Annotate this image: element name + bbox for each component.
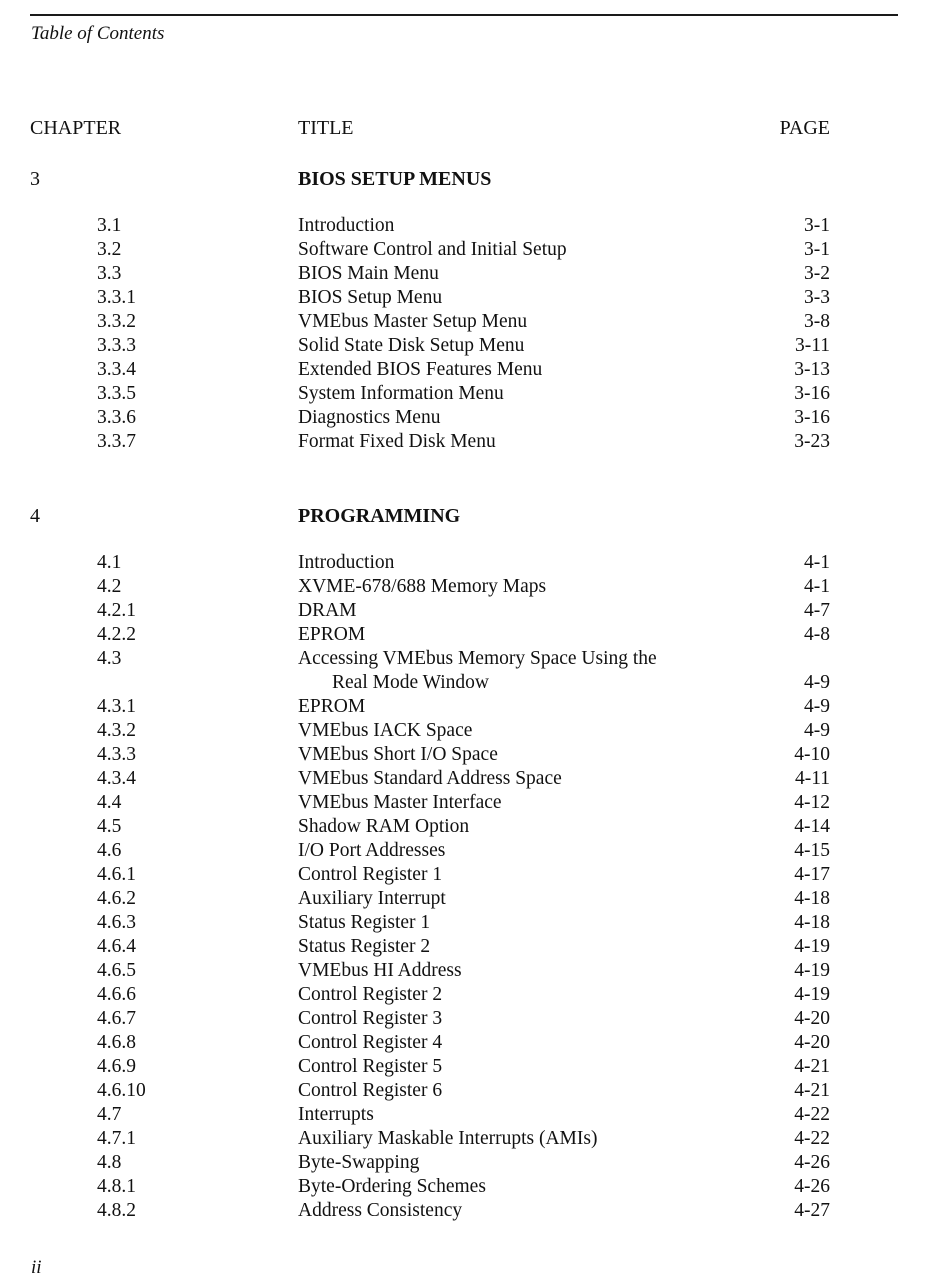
section-title: I/O Port Addresses xyxy=(298,840,446,861)
running-title: Table of Contents xyxy=(31,23,165,44)
section-number: 4.6.4 xyxy=(97,936,136,957)
toc-entry xyxy=(0,1127,950,1151)
toc-entry xyxy=(0,863,950,887)
section-number: 4.4 xyxy=(97,792,122,813)
toc-entry xyxy=(0,767,950,791)
page-number: 4-20 xyxy=(794,1032,830,1053)
chapter-number: 3 xyxy=(30,168,40,190)
section-number: 4.6 xyxy=(97,840,122,861)
section-number: 3.2 xyxy=(97,239,122,260)
toc-entry xyxy=(0,623,950,647)
section-number: 3.3.3 xyxy=(97,335,136,356)
section-title: Software Control and Initial Setup xyxy=(298,239,567,260)
toc-entry xyxy=(0,406,950,430)
page-number: 4-9 xyxy=(804,672,830,693)
section-number: 4.3.1 xyxy=(97,696,136,717)
section-number: 4.6.1 xyxy=(97,864,136,885)
section-number: 3.3.4 xyxy=(97,359,136,380)
section-number: 4.6.2 xyxy=(97,888,136,909)
header-rule xyxy=(30,14,898,16)
page-number: 3-16 xyxy=(794,407,830,428)
section-title: VMEbus Master Setup Menu xyxy=(298,311,528,332)
section-number: 4.7 xyxy=(97,1104,122,1125)
column-header-title: TITLE xyxy=(298,117,354,139)
toc-entry xyxy=(0,839,950,863)
page-number: 4-27 xyxy=(794,1200,830,1221)
page-number: 4-20 xyxy=(794,1008,830,1029)
section-title: EPROM xyxy=(298,624,366,645)
chapter-heading xyxy=(0,503,950,529)
toc-entry xyxy=(0,238,950,262)
page-number: 4-17 xyxy=(794,864,830,885)
section-title: XVME-678/688 Memory Maps xyxy=(298,576,547,597)
toc-entry xyxy=(0,262,950,286)
toc-entry xyxy=(0,1055,950,1079)
section-title: BIOS Main Menu xyxy=(298,263,439,284)
section-number: 4.3.2 xyxy=(97,720,136,741)
section-number: 4.8.1 xyxy=(97,1176,136,1197)
toc-entry xyxy=(0,382,950,406)
page-number: 3-16 xyxy=(794,383,830,404)
section-title: Byte-Swapping xyxy=(298,1152,420,1173)
section-title: Format Fixed Disk Menu xyxy=(298,431,496,452)
page-number: 4-22 xyxy=(794,1104,830,1125)
section-number: 4.2.2 xyxy=(97,624,136,645)
page-number: 4-19 xyxy=(794,984,830,1005)
section-title: VMEbus HI Address xyxy=(298,960,462,981)
page-number: 4-22 xyxy=(794,1128,830,1149)
page-number: 3-13 xyxy=(794,359,830,380)
toc-entry xyxy=(0,358,950,382)
section-title: BIOS Setup Menu xyxy=(298,287,443,308)
column-header-chapter: CHAPTER xyxy=(30,117,122,139)
page-number: 4-12 xyxy=(794,792,830,813)
section-number: 4.6.9 xyxy=(97,1056,136,1077)
page-number: 3-23 xyxy=(794,431,830,452)
page-number: 3-8 xyxy=(804,311,830,332)
section-title: Real Mode Window xyxy=(332,672,489,693)
section-title: Solid State Disk Setup Menu xyxy=(298,335,525,356)
page-number: 4-11 xyxy=(794,768,830,789)
section-title: Interrupts xyxy=(298,1104,374,1125)
toc-entry xyxy=(0,1079,950,1103)
page-number: 4-19 xyxy=(794,936,830,957)
toc-entry xyxy=(0,743,950,767)
toc-entry xyxy=(0,695,950,719)
page-number: 4-9 xyxy=(804,696,830,717)
section-number: 4.1 xyxy=(97,552,122,573)
page-number: 4-26 xyxy=(794,1176,830,1197)
section-title: Address Consistency xyxy=(298,1200,463,1221)
section-number: 4.3 xyxy=(97,648,122,669)
page-number: 3-3 xyxy=(804,287,830,308)
section-title: EPROM xyxy=(298,696,366,717)
section-title: Control Register 6 xyxy=(298,1080,443,1101)
section-title: System Information Menu xyxy=(298,383,504,404)
toc-entry xyxy=(0,286,950,310)
toc-entry xyxy=(0,791,950,815)
toc-entry xyxy=(0,551,950,575)
page-number: 4-1 xyxy=(804,552,830,573)
section-title: Accessing VMEbus Memory Space Using the xyxy=(298,648,657,669)
section-number: 4.5 xyxy=(97,816,122,837)
toc-entry xyxy=(0,671,950,695)
toc-entry xyxy=(0,310,950,334)
page-number: 4-18 xyxy=(794,888,830,909)
chapter-heading xyxy=(0,166,950,192)
section-title: DRAM xyxy=(298,600,357,621)
section-title: Control Register 4 xyxy=(298,1032,443,1053)
section-title: Introduction xyxy=(298,215,395,236)
section-title: Shadow RAM Option xyxy=(298,816,470,837)
page-number: 4-10 xyxy=(794,744,830,765)
section-title: Extended BIOS Features Menu xyxy=(298,359,543,380)
section-number: 4.7.1 xyxy=(97,1128,136,1149)
section-number: 3.3.1 xyxy=(97,287,136,308)
section-title: VMEbus Master Interface xyxy=(298,792,502,813)
section-title: Control Register 5 xyxy=(298,1056,443,1077)
toc-entry xyxy=(0,1007,950,1031)
page-number: 4-21 xyxy=(794,1080,830,1101)
page-number: 3-11 xyxy=(794,335,830,356)
chapter-number: 4 xyxy=(30,505,40,527)
chapter-title: BIOS SETUP MENUS xyxy=(298,168,492,190)
section-title: VMEbus IACK Space xyxy=(298,720,473,741)
toc-entry xyxy=(0,1175,950,1199)
toc-entry xyxy=(0,815,950,839)
section-number: 4.6.6 xyxy=(97,984,136,1005)
toc-entry xyxy=(0,1031,950,1055)
toc-entry xyxy=(0,334,950,358)
section-title: VMEbus Standard Address Space xyxy=(298,768,562,789)
page-number: 4-7 xyxy=(804,600,830,621)
section-number: 4.6.3 xyxy=(97,912,136,933)
toc-entry xyxy=(0,1103,950,1127)
page-number: 4-15 xyxy=(794,840,830,861)
page-number: 3-1 xyxy=(804,239,830,260)
section-title: Auxiliary Maskable Interrupts (AMIs) xyxy=(298,1128,598,1149)
toc-entry xyxy=(0,1199,950,1223)
section-title: Status Register 1 xyxy=(298,912,431,933)
section-title: Byte-Ordering Schemes xyxy=(298,1176,486,1197)
toc-entry xyxy=(0,959,950,983)
page-number: 4-19 xyxy=(794,960,830,981)
section-title: Diagnostics Menu xyxy=(298,407,441,428)
section-number: 4.2 xyxy=(97,576,122,597)
toc-entry xyxy=(0,935,950,959)
section-title: Introduction xyxy=(298,552,395,573)
toc-entry xyxy=(0,575,950,599)
chapter-title: PROGRAMMING xyxy=(298,505,461,527)
section-number: 4.2.1 xyxy=(97,600,136,621)
section-title: Auxiliary Interrupt xyxy=(298,888,446,909)
toc-entry xyxy=(0,887,950,911)
toc-entry xyxy=(0,719,950,743)
page-number: 4-21 xyxy=(794,1056,830,1077)
toc-entry xyxy=(0,911,950,935)
column-header-page: PAGE xyxy=(779,117,830,139)
section-number: 3.3 xyxy=(97,263,122,284)
section-number: 4.8 xyxy=(97,1152,122,1173)
section-number: 4.6.8 xyxy=(97,1032,136,1053)
page-number: 4-8 xyxy=(804,624,830,645)
section-number: 4.3.4 xyxy=(97,768,136,789)
toc-entry xyxy=(0,647,950,671)
section-number: 3.3.7 xyxy=(97,431,136,452)
toc-entry xyxy=(0,430,950,454)
toc-entry xyxy=(0,599,950,623)
section-title: Control Register 3 xyxy=(298,1008,443,1029)
section-number: 4.8.2 xyxy=(97,1200,136,1221)
section-number: 3.1 xyxy=(97,215,122,236)
section-title: VMEbus Short I/O Space xyxy=(298,744,498,765)
section-number: 4.6.7 xyxy=(97,1008,136,1029)
page-number: 4-26 xyxy=(794,1152,830,1173)
section-number: 4.6.5 xyxy=(97,960,136,981)
toc-entry xyxy=(0,1151,950,1175)
page-folio: ii xyxy=(31,1257,42,1278)
section-number: 3.3.2 xyxy=(97,311,136,332)
page-number: 3-2 xyxy=(804,263,830,284)
page-number: 3-1 xyxy=(804,215,830,236)
section-number: 3.3.5 xyxy=(97,383,136,404)
page-number: 4-9 xyxy=(804,720,830,741)
section-number: 4.6.10 xyxy=(97,1080,146,1101)
toc-entry xyxy=(0,214,950,238)
section-title: Control Register 1 xyxy=(298,864,443,885)
page-number: 4-18 xyxy=(794,912,830,933)
section-number: 3.3.6 xyxy=(97,407,136,428)
section-title: Status Register 2 xyxy=(298,936,431,957)
section-number: 4.3.3 xyxy=(97,744,136,765)
page-number: 4-1 xyxy=(804,576,830,597)
toc-entry xyxy=(0,983,950,1007)
page-number: 4-14 xyxy=(794,816,830,837)
section-title: Control Register 2 xyxy=(298,984,443,1005)
